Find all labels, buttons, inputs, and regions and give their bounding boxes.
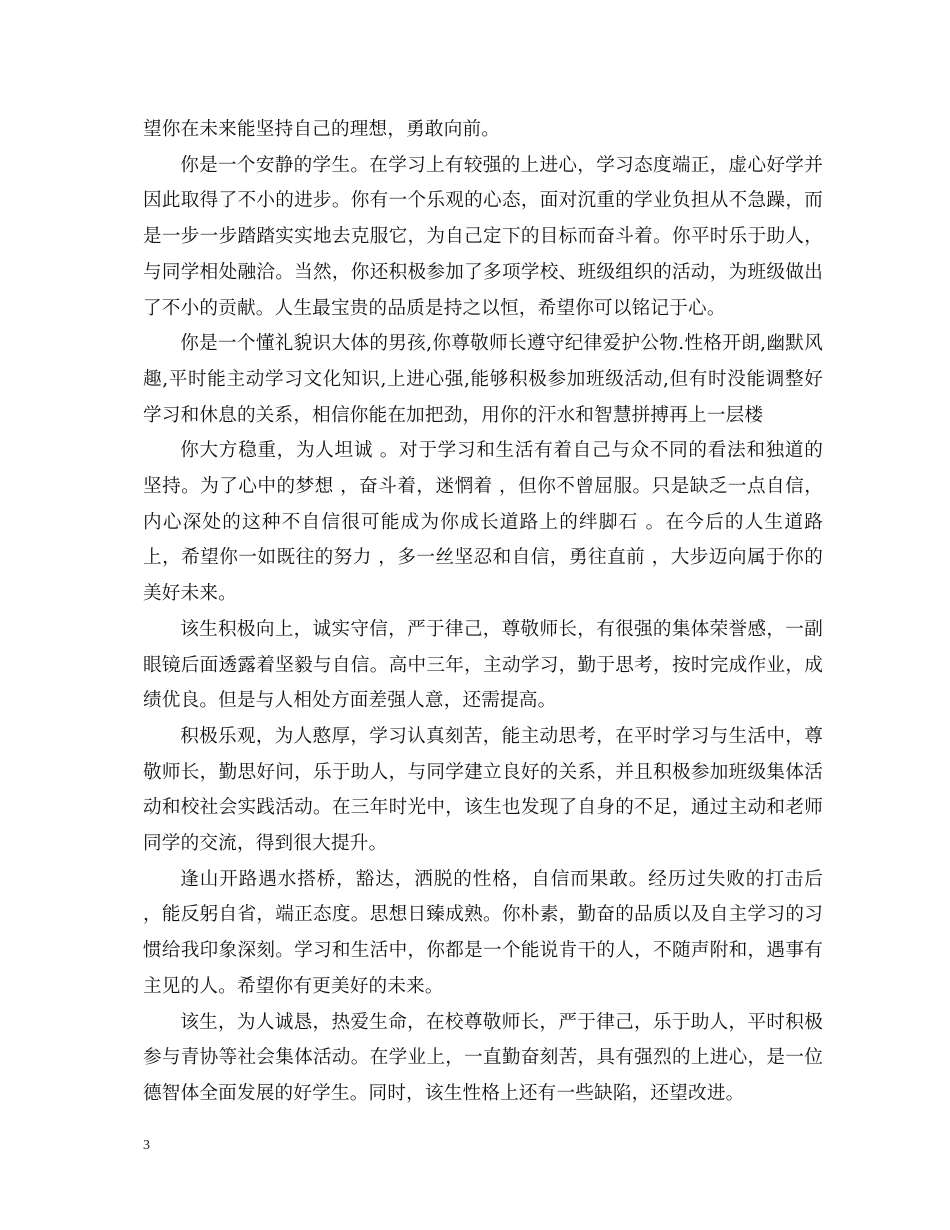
paragraph-comment-4: 该生积极向上，诚实守信，严于律己，尊敬师长，有很强的集体荣誉感，一副眼镜后面透露着坚毅与自信。高中三年，主动学习，勤于思考，按时完成作业，成绩优良。但是与人相处方面差强人意，还需提高。 bbox=[143, 618, 823, 712]
paragraph-comment-3: 你大方稳重，为人坦诚 。对于学习和生活有着自己与众不同的看法和独道的坚持。为了心中的梦想 ，奋斗着，迷惘着 ，但你不曾屈服。只是缺乏一点自信，内心深处的这种不自信很可能成为你成长道路上的绊脚石 。在今后的人生道路上，希望你一如既往的努力 ，多一丝坚忍和自信，勇往直前 ，大步迈向属于你的美好未来。 bbox=[143, 440, 823, 605]
paragraph-comment-5: 积极乐观，为人憨厚，学习认真刻苦，能主动思考，在平时学习与生活中，尊敬师长，勤思好问，乐于助人，与同学建立良好的关系，并且积极参加班级集体活动和校社会实践活动。在三年时光中，该生也发现了自身的不足，通过主动和老师同学的交流，得到很大提升。 bbox=[143, 725, 823, 855]
paragraph-comment-2: 你是一个懂礼貌识大体的男孩,你尊敬师长遵守纪律爱护公物.性格开朗,幽默风趣,平时能主动学习文化知识,上进心强,能够积极参加班级活动,但有时没能调整好学习和休息的关系，相信你能在加把劲，用你的汗水和智慧拼搏再上一层楼 bbox=[143, 333, 823, 426]
paragraph-comment-7: 该生，为人诚恳，热爱生命，在校尊敬师长，严于律己，乐于助人，平时积极参与青协等社会集体活动。在学业上，一直勤奋刻苦，具有强烈的上进心，是一位德智体全面发展的好学生。同时，该生性格上还有一些缺陷，还望改进。 bbox=[143, 1011, 823, 1104]
document-body bbox=[143, 112, 823, 1112]
paragraph-comment-6: 逢山开路遇水搭桥，豁达，洒脱的性格，自信而果敢。经历过失败的打击后 ，能反躬自省，端正态度。思想日臻成熟。你朴素，勤奋的品质以及自主学习的习惯给我印象深刻。学习和生活中，你都是一个能说肯干的人，不随声附和，遇事有主见的人。希望你有更美好的未来。 bbox=[143, 868, 823, 997]
paragraph-continuation: 望你在未来能坚持自己的理想，勇敢向前。 bbox=[143, 119, 501, 140]
paragraph-comment-1: 你是一个安静的学生。在学习上有较强的上进心，学习态度端正，虚心好学并因此取得了不小的进步。你有一个乐观的心态，面对沉重的学业负担从不急躁，而是一步一步踏踏实实地去克服它，为自己定下的目标而奋斗着。你平时乐于助人，与同学相处融洽。当然，你还积极参加了多项学校、班级组织的活动，为班级做出了不小的贡献。人生最宝贵的品质是持之以恒，希望你可以铭记于心。 bbox=[143, 154, 823, 319]
page-number: 3 bbox=[143, 1138, 150, 1153]
